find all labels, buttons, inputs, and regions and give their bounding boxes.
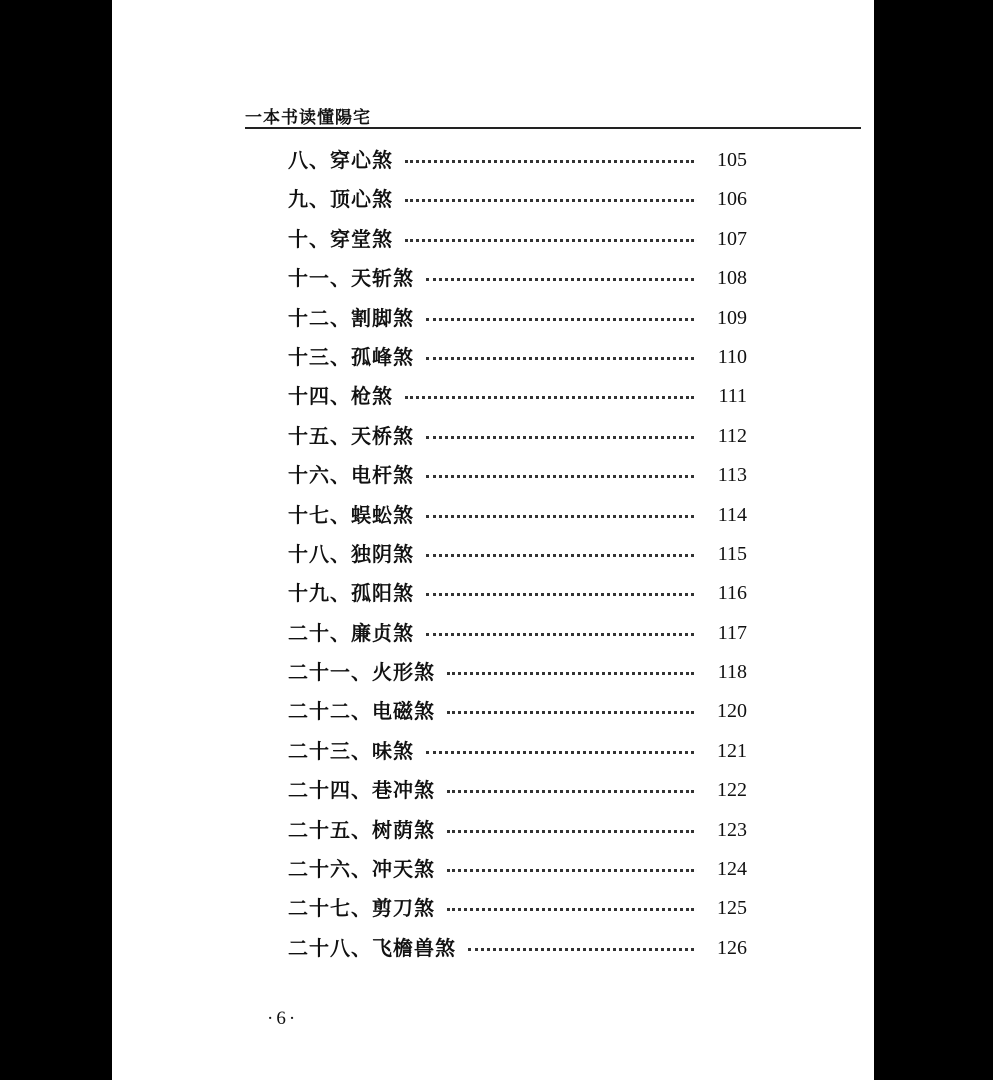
toc-entry (112, 456, 874, 495)
toc-entry-title: 二十六、冲天煞 (288, 850, 443, 889)
toc-entry (112, 889, 874, 928)
toc-entry-page: 109 (717, 306, 747, 329)
toc-dot-leader (405, 239, 694, 242)
toc-entry-page: 114 (717, 503, 747, 526)
toc-dot-leader (447, 908, 694, 911)
toc-entry (112, 259, 874, 298)
toc-entry (112, 377, 874, 416)
toc-entry (112, 141, 874, 180)
toc-entry (112, 220, 874, 259)
toc-entry-title: 十九、孤阳煞 (288, 574, 422, 613)
toc-entry (112, 692, 874, 731)
toc-entry (112, 850, 874, 889)
toc-entry-page: 111 (718, 385, 747, 408)
toc-entry-title: 十、穿堂煞 (288, 220, 401, 259)
toc-entry (112, 732, 874, 771)
toc-entry (112, 614, 874, 653)
toc-entry (112, 771, 874, 810)
toc-entry-page: 117 (717, 621, 747, 644)
toc-entry (112, 535, 874, 574)
toc-dot-leader (426, 357, 694, 360)
page-number: ·6· (267, 1008, 299, 1029)
toc-entry-title: 十六、电杆煞 (288, 456, 422, 495)
toc-entry-page: 125 (717, 897, 747, 920)
toc-dot-leader (426, 318, 694, 321)
table-of-contents (112, 141, 874, 968)
toc-entry-title: 十八、独阴煞 (288, 535, 422, 574)
toc-entry-page: 108 (717, 267, 747, 290)
toc-entry-page: 120 (717, 700, 747, 723)
toc-entry (112, 929, 874, 968)
toc-entry-title: 十三、孤峰煞 (288, 338, 422, 377)
toc-entry-page: 116 (717, 582, 747, 605)
toc-entry-page: 121 (717, 739, 747, 762)
toc-entry-title: 十七、蜈蚣煞 (288, 496, 422, 535)
toc-entry-title: 二十五、树荫煞 (288, 811, 443, 850)
toc-entry-page: 113 (717, 464, 747, 487)
toc-entry-page: 115 (717, 542, 747, 565)
toc-entry-page: 112 (717, 424, 747, 447)
toc-entry (112, 653, 874, 692)
toc-entry-title: 十二、割脚煞 (288, 299, 422, 338)
toc-dot-leader (426, 515, 694, 518)
toc-dot-leader (468, 948, 694, 951)
toc-dot-leader (426, 475, 694, 478)
toc-entry-page: 107 (717, 227, 747, 250)
toc-entry-title: 八、穿心煞 (288, 141, 401, 180)
header-rule (245, 127, 861, 129)
toc-entry-title: 二十三、味煞 (288, 732, 422, 771)
toc-dot-leader (405, 396, 694, 399)
toc-entry-page: 126 (717, 936, 747, 959)
toc-entry-title: 十一、天斩煞 (288, 259, 422, 298)
toc-entry-title: 二十七、剪刀煞 (288, 889, 443, 928)
toc-dot-leader (405, 160, 694, 163)
toc-dot-leader (426, 633, 694, 636)
toc-dot-leader (405, 199, 694, 202)
toc-entry (112, 338, 874, 377)
toc-dot-leader (447, 830, 694, 833)
toc-dot-leader (426, 278, 694, 281)
toc-entry-title: 二十四、巷冲煞 (288, 771, 443, 810)
toc-dot-leader (447, 790, 694, 793)
toc-dot-leader (447, 711, 694, 714)
toc-entry (112, 299, 874, 338)
toc-entry-title: 十四、枪煞 (288, 377, 401, 416)
toc-entry-title: 二十八、飞檐兽煞 (288, 929, 464, 968)
running-head: 一本书读懂陽宅 (245, 108, 371, 128)
toc-entry-page: 124 (717, 858, 747, 881)
toc-entry-title: 九、顶心煞 (288, 180, 401, 219)
toc-entry-page: 123 (717, 818, 747, 841)
toc-dot-leader (426, 436, 694, 439)
toc-entry-page: 110 (717, 345, 747, 368)
toc-dot-leader (447, 672, 694, 675)
toc-dot-leader (426, 593, 694, 596)
toc-entry (112, 417, 874, 456)
book-page (112, 0, 874, 1080)
toc-entry (112, 811, 874, 850)
toc-entry (112, 574, 874, 613)
toc-entry-page: 122 (717, 779, 747, 802)
toc-entry-page: 118 (717, 661, 747, 684)
toc-entry-page: 106 (717, 188, 747, 211)
toc-dot-leader (426, 554, 694, 557)
toc-entry (112, 180, 874, 219)
toc-entry-title: 二十一、火形煞 (288, 653, 443, 692)
toc-entry-page: 105 (717, 149, 747, 171)
toc-entry (112, 496, 874, 535)
toc-dot-leader (447, 869, 694, 872)
toc-dot-leader (426, 751, 694, 754)
toc-entry-title: 十五、天桥煞 (288, 417, 422, 456)
toc-entry-title: 二十二、电磁煞 (288, 692, 443, 731)
toc-entry-title: 二十、廉贞煞 (288, 614, 422, 653)
